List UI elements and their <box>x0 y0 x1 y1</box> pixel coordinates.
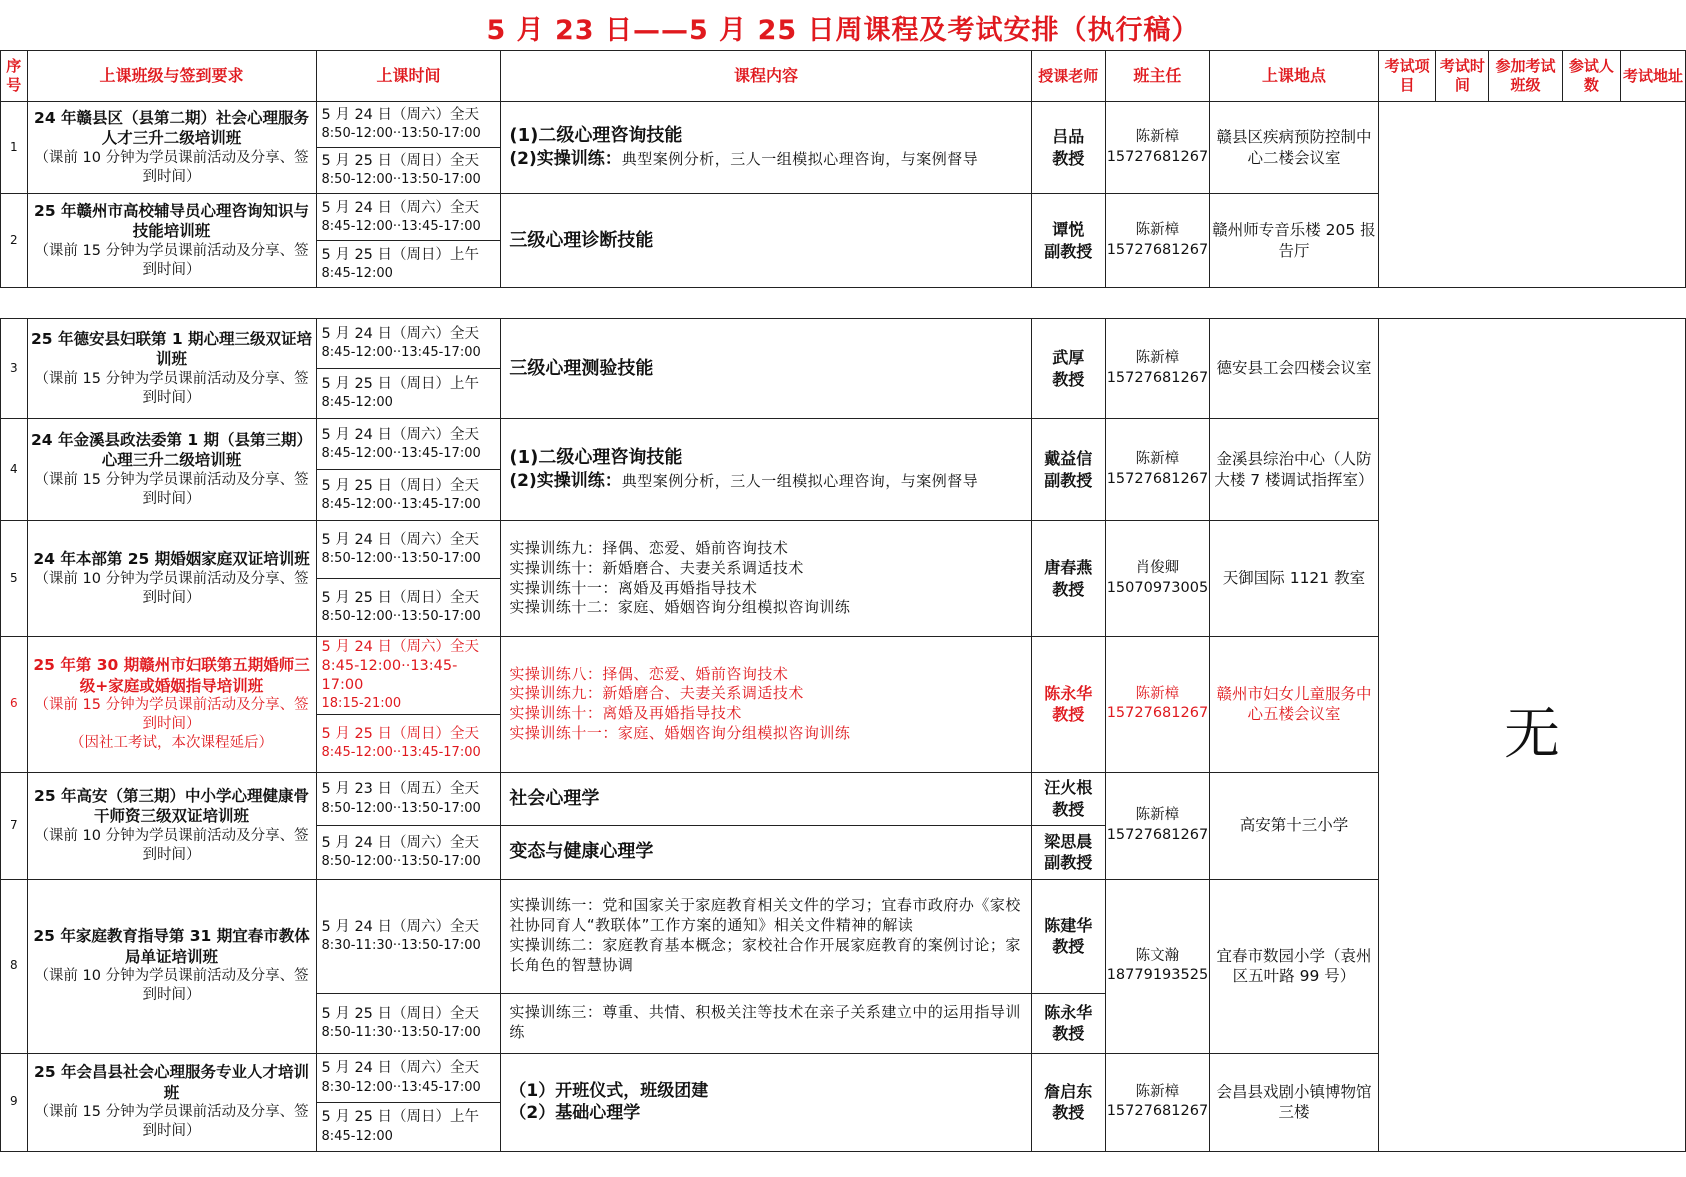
teacher-cell <box>1031 825 1105 879</box>
teacher-name: 詹启东 <box>1044 1081 1093 1101</box>
teacher-cell <box>1031 419 1105 521</box>
time-date: 5 月 25 日（周日）全天 <box>321 153 480 170</box>
headteacher-phone: 15727681267 <box>1106 705 1209 722</box>
headteacher-phone: 15727681267 <box>1106 369 1209 386</box>
time-date: 5 月 25 日（周日）全天 <box>321 477 480 494</box>
teacher-name: 陈永华 <box>1044 684 1093 704</box>
time-date: 5 月 23 日（周五）全天 <box>321 781 480 798</box>
header-teacher: 授课老师 <box>1031 51 1105 102</box>
time-hours: 8:50-12:00··13:50-17:00 <box>321 854 481 870</box>
class-note: （课前 15 分钟为学员课前活动及分享、签到时间） <box>34 697 309 733</box>
location-cell: 高安第十三小学 <box>1209 772 1378 879</box>
time-hours: 8:45-12:00··13:45-17:00 <box>321 658 458 694</box>
time-cell <box>316 369 501 419</box>
time-cell <box>316 637 501 715</box>
time-cell <box>316 470 501 521</box>
row-seq: 7 <box>1 772 28 879</box>
time-hours: 8:50-12:00··13:50-17:00 <box>321 800 481 816</box>
teacher-title: 教授 <box>1052 369 1085 389</box>
teacher-title: 教授 <box>1052 1103 1085 1123</box>
headteacher-phone: 15070973005 <box>1106 579 1209 596</box>
content-line: 典型案例分析，三人一组模拟心理咨询，与案例督导 <box>621 472 979 491</box>
class-name: 25 年高安（第三期）中小学心理健康骨干师资三级双证培训班 <box>34 786 310 826</box>
class-name: 24 年赣县区（县第二期）社会心理服务人才三升二级培训班 <box>34 108 310 148</box>
time-date: 5 月 24 日（周六）全天 <box>321 1060 480 1077</box>
headteacher-name: 陈文瀚 <box>1135 947 1180 964</box>
headteacher-cell <box>1105 772 1209 879</box>
time-hours: 8:45-12:00··13:45-17:00 <box>321 496 481 512</box>
location-cell: 赣县区疾病预防控制中心二楼会议室 <box>1209 102 1378 194</box>
time-hours: 8:50-12:00··13:50-17:00 <box>321 609 481 625</box>
headteacher-phone: 15727681267 <box>1106 241 1209 258</box>
time-date: 5 月 25 日（周日）上午 <box>321 376 480 393</box>
class-note: （课前 15 分钟为学员课前活动及分享、签到时间） <box>34 471 309 507</box>
time-evening: 18:15-21:00 <box>321 696 402 712</box>
teacher-name: 汪火根 <box>1044 778 1093 798</box>
teacher-cell <box>1031 194 1105 288</box>
class-name: 25 年赣州市高校辅导员心理咨询知识与技能培训班 <box>34 201 310 241</box>
teacher-cell <box>1031 637 1105 773</box>
time-cell <box>316 521 501 579</box>
time-hours: 8:50-12:00··13:50-17:00 <box>321 551 481 567</box>
teacher-cell <box>1031 879 1105 993</box>
class-note: （课前 10 分钟为学员课前活动及分享、签到时间） <box>34 827 309 863</box>
time-cell <box>316 825 501 879</box>
class-name: 24 年金溪县政法委第 1 期（县第三期）心理三升二级培训班 <box>31 430 313 470</box>
teacher-title: 副教授 <box>1044 241 1093 261</box>
headteacher-cell <box>1105 419 1209 521</box>
time-hours: 8:30-11:30··13:50-17:00 <box>321 938 481 954</box>
header-seq: 序号 <box>1 51 28 102</box>
class-note: （课前 15 分钟为学员课前活动及分享、签到时间） <box>34 242 309 278</box>
headteacher-cell <box>1105 637 1209 773</box>
time-date: 5 月 25 日（周日）全天 <box>321 725 480 742</box>
headteacher-phone: 18779193525 <box>1106 967 1209 984</box>
content-line: 实操训练二：家庭教育基本概念；家校社合作开展家庭教育的案例讨论；家长角色的智慧协调 <box>509 936 1021 974</box>
class-cell <box>27 772 316 879</box>
content-line: 实操训练十二：家庭、婚姻咨询分组模拟咨询训练 <box>509 598 851 617</box>
content-line: 实操训练九：择偶、恋爱、婚前咨询技术 <box>509 538 789 557</box>
class-name: 25 年会昌县社会心理服务专业人才培训班 <box>34 1063 310 1102</box>
time-hours: 8:30-12:00··13:45-17:00 <box>321 1079 481 1095</box>
header-exam-time: 考试时间 <box>1436 51 1489 102</box>
time-date: 5 月 24 日（周六）全天 <box>321 532 480 549</box>
headteacher-cell <box>1105 521 1209 637</box>
content-line: 实操训练一：党和国家关于家庭教育相关文件的学习；宜春市政府办《家校社协同育人“教联体”工作方案的通知》相关文件精神的解读 <box>509 896 1021 935</box>
table-row <box>1 102 1686 148</box>
time-date: 5 月 24 日（周六）全天 <box>321 834 480 851</box>
class-cell <box>27 102 316 194</box>
time-cell <box>316 772 501 825</box>
row-seq: 5 <box>1 521 28 637</box>
teacher-title: 副教授 <box>1044 470 1093 490</box>
header-location: 上课地点 <box>1209 51 1378 102</box>
time-hours: 8:45-12:00··13:45-17:00 <box>321 218 481 234</box>
time-cell <box>316 1102 501 1151</box>
teacher-title: 教授 <box>1052 705 1085 725</box>
content-cell <box>501 419 1031 521</box>
headteacher-name: 陈新樟 <box>1135 222 1180 239</box>
content-line: 实操训练三：尊重、共情、积极关注等技术在亲子关系建立中的运用指导训练 <box>509 1003 1021 1042</box>
page-title: 5 月 23 日——5 月 25 日周课程及考试安排（执行稿） <box>486 15 1200 46</box>
content-line: (1)二级心理咨询技能 <box>509 447 683 469</box>
time-date: 5 月 24 日（周六）全天 <box>321 426 480 443</box>
time-hours: 8:45-12:00 <box>321 395 393 411</box>
location-cell: 赣州市妇女儿童服务中心五楼会议室 <box>1209 637 1378 773</box>
class-cell <box>27 521 316 637</box>
exam-info-cell-empty <box>1378 102 1685 288</box>
time-cell <box>316 194 501 241</box>
time-hours: 8:45-12:00··13:45-17:00 <box>321 345 481 361</box>
headteacher-name: 陈新樟 <box>1135 807 1180 824</box>
time-hours: 8:45-12:00··13:45-17:00 <box>321 445 481 461</box>
teacher-name: 唐春燕 <box>1044 558 1093 578</box>
class-name: 24 年本部第 25 期婚姻家庭双证培训班 <box>33 550 310 569</box>
content-cell <box>501 319 1031 419</box>
teacher-cell <box>1031 772 1105 825</box>
class-cell <box>27 879 316 1053</box>
content-line: 实操训练九：新婚磨合、夫妻关系调适技术 <box>509 684 804 703</box>
headteacher-phone: 15727681267 <box>1106 148 1209 165</box>
content-cell <box>501 879 1031 993</box>
teacher-name: 戴益信 <box>1044 449 1093 469</box>
row-seq: 4 <box>1 419 28 521</box>
teacher-name: 武厚 <box>1052 348 1085 368</box>
time-cell <box>316 241 501 288</box>
time-hours: 8:50-11:30··13:50-17:00 <box>321 1025 481 1041</box>
content-line: 实操训练十：新婚磨合、夫妻关系调适技术 <box>509 558 804 577</box>
header-time: 上课时间 <box>316 51 501 102</box>
class-name: 25 年德安县妇联第 1 期心理三级双证培训班 <box>31 329 313 369</box>
content-line: 典型案例分析，三人一组模拟心理咨询，与案例督导 <box>621 150 979 169</box>
class-note: （课前 10 分钟为学员课前活动及分享、签到时间） <box>34 570 309 606</box>
class-note: （课前 10 分钟为学员课前活动及分享、签到时间） <box>34 149 309 185</box>
row-seq: 2 <box>1 194 28 288</box>
class-name: 25 年第 30 期赣州市妇联第五期婚师三级+家庭或婚姻指导培训班 <box>33 656 310 695</box>
time-cell <box>316 1053 501 1102</box>
teacher-name: 谭悦 <box>1052 220 1085 240</box>
content-line: (2)实操训练： <box>509 149 622 170</box>
content-line: 实操训练十一：家庭、婚姻咨询分组模拟咨询训练 <box>509 724 851 743</box>
content-cell <box>501 1053 1031 1151</box>
class-cell <box>27 419 316 521</box>
schedule-table-top <box>0 50 1686 288</box>
class-note: （课前 10 分钟为学员课前活动及分享、签到时间） <box>34 968 309 1004</box>
class-note: （课前 15 分钟为学员课前活动及分享、签到时间） <box>34 370 309 406</box>
header-exam-addr: 考试地址 <box>1621 51 1686 102</box>
time-date: 5 月 24 日（周六）全天 <box>321 199 480 216</box>
headteacher-cell <box>1105 1053 1209 1151</box>
time-hours: 8:50-12:00··13:50-17:00 <box>321 126 481 142</box>
location-cell: 赣州师专音乐楼 205 报告厅 <box>1209 194 1378 288</box>
header-headteacher: 班主任 <box>1105 51 1209 102</box>
teacher-cell <box>1031 521 1105 637</box>
headteacher-phone: 15727681267 <box>1106 1103 1209 1120</box>
time-date: 5 月 25 日（周日）全天 <box>321 1005 480 1022</box>
header-content: 课程内容 <box>501 51 1031 102</box>
content-line: 三级心理测验技能 <box>509 357 654 379</box>
time-date: 5 月 24 日（周六）全天 <box>321 326 480 343</box>
time-cell <box>316 579 501 637</box>
teacher-name: 陈永华 <box>1044 1002 1093 1022</box>
time-hours: 8:45-12:00 <box>321 265 393 281</box>
content-line: （2）基础心理学 <box>509 1103 641 1124</box>
exam-none-cell: 无 <box>1378 319 1685 1152</box>
header-exam-item: 考试项目 <box>1378 51 1435 102</box>
header-exam-count: 参试人数 <box>1562 51 1620 102</box>
teacher-title: 教授 <box>1052 579 1085 599</box>
content-cell <box>501 194 1031 288</box>
time-hours: 8:45-12:00··13:45-17:00 <box>321 745 481 761</box>
class-cell <box>27 194 316 288</box>
content-line: (1)二级心理咨询技能 <box>509 125 683 147</box>
class-cell <box>27 1053 316 1151</box>
content-cell <box>501 772 1031 825</box>
time-date: 5 月 24 日（周六）全天 <box>321 107 480 124</box>
content-line: 社会心理学 <box>509 787 600 809</box>
teacher-title: 副教授 <box>1044 853 1093 873</box>
content-cell <box>501 102 1031 194</box>
headteacher-name: 陈新樟 <box>1135 451 1180 468</box>
headteacher-phone: 15727681267 <box>1106 826 1209 843</box>
content-cell <box>501 993 1031 1053</box>
location-cell: 金溪县综治中心（人防大楼 7 楼调试指挥室） <box>1209 419 1378 521</box>
teacher-name: 梁思晨 <box>1044 831 1093 851</box>
class-name: 25 年家庭教育指导第 31 期宜春市教体局单证培训班 <box>33 927 310 966</box>
time-cell <box>316 714 501 772</box>
content-cell <box>501 637 1031 773</box>
time-hours: 8:45-12:00 <box>321 1128 393 1144</box>
headteacher-cell <box>1105 102 1209 194</box>
content-line: 实操训练十：离婚及再婚指导技术 <box>509 704 742 723</box>
schedule-table-bottom <box>0 318 1686 1152</box>
location-cell: 宜春市数园小学（袁州区五叶路 99 号） <box>1209 879 1378 1053</box>
header-class: 上课班级与签到要求 <box>27 51 316 102</box>
teacher-title: 教授 <box>1052 148 1085 168</box>
time-date: 5 月 25 日（周日）上午 <box>321 246 480 263</box>
headteacher-name: 肖俊卿 <box>1135 560 1180 577</box>
content-line: 三级心理诊断技能 <box>509 229 654 251</box>
table-row <box>1 319 1686 369</box>
time-cell <box>316 319 501 369</box>
content-cell <box>501 521 1031 637</box>
class-cell <box>27 319 316 419</box>
teacher-cell <box>1031 1053 1105 1151</box>
teacher-cell <box>1031 102 1105 194</box>
teacher-name: 吕品 <box>1052 127 1085 147</box>
teacher-title: 教授 <box>1052 1024 1085 1044</box>
class-note: （课前 15 分钟为学员课前活动及分享、签到时间） <box>34 1104 309 1140</box>
content-line: (2)实操训练： <box>509 471 622 492</box>
headteacher-cell <box>1105 879 1209 1053</box>
header-row <box>1 51 1686 102</box>
content-line: 实操训练八：择偶、恋爱、婚前咨询技术 <box>509 664 789 683</box>
location-cell: 会昌县戏剧小镇博物馆三楼 <box>1209 1053 1378 1151</box>
content-line: （1）开班仪式，班级团建 <box>509 1080 709 1101</box>
headteacher-cell <box>1105 194 1209 288</box>
row-seq: 6 <box>1 637 28 773</box>
headteacher-cell <box>1105 319 1209 419</box>
headteacher-name: 陈新樟 <box>1135 686 1180 703</box>
location-cell: 德安县工会四楼会议室 <box>1209 319 1378 419</box>
teacher-title: 教授 <box>1052 799 1085 819</box>
header-exam-class: 参加考试班级 <box>1489 51 1562 102</box>
row-seq: 8 <box>1 879 28 1053</box>
headteacher-name: 陈新樟 <box>1135 1083 1180 1100</box>
headteacher-name: 陈新樟 <box>1135 350 1180 367</box>
location-cell: 天御国际 1121 教室 <box>1209 521 1378 637</box>
row-seq: 3 <box>1 319 28 419</box>
row-seq: 9 <box>1 1053 28 1151</box>
row-seq: 1 <box>1 102 28 194</box>
headteacher-name: 陈新樟 <box>1135 129 1180 146</box>
time-cell <box>316 993 501 1053</box>
time-cell <box>316 879 501 993</box>
time-date: 5 月 25 日（周日）全天 <box>321 590 480 607</box>
time-cell <box>316 148 501 194</box>
time-date: 5 月 24 日（周六）全天 <box>321 639 480 655</box>
time-date: 5 月 24 日（周六）全天 <box>321 918 480 935</box>
teacher-cell <box>1031 319 1105 419</box>
time-cell <box>316 102 501 148</box>
class-note-delay: （因社工考试，本次课程延后） <box>70 735 274 752</box>
class-cell <box>27 637 316 773</box>
content-line: 变态与健康心理学 <box>509 841 654 863</box>
content-line: 实操训练十一：离婚及再婚指导技术 <box>509 578 758 597</box>
time-hours: 8:50-12:00··13:50-17:00 <box>321 172 481 188</box>
content-cell <box>501 825 1031 879</box>
time-date: 5 月 25 日（周日）上午 <box>321 1109 480 1126</box>
teacher-title: 教授 <box>1052 937 1085 957</box>
teacher-cell <box>1031 993 1105 1053</box>
teacher-name: 陈建华 <box>1044 915 1093 935</box>
headteacher-phone: 15727681267 <box>1106 470 1209 487</box>
time-cell <box>316 419 501 470</box>
